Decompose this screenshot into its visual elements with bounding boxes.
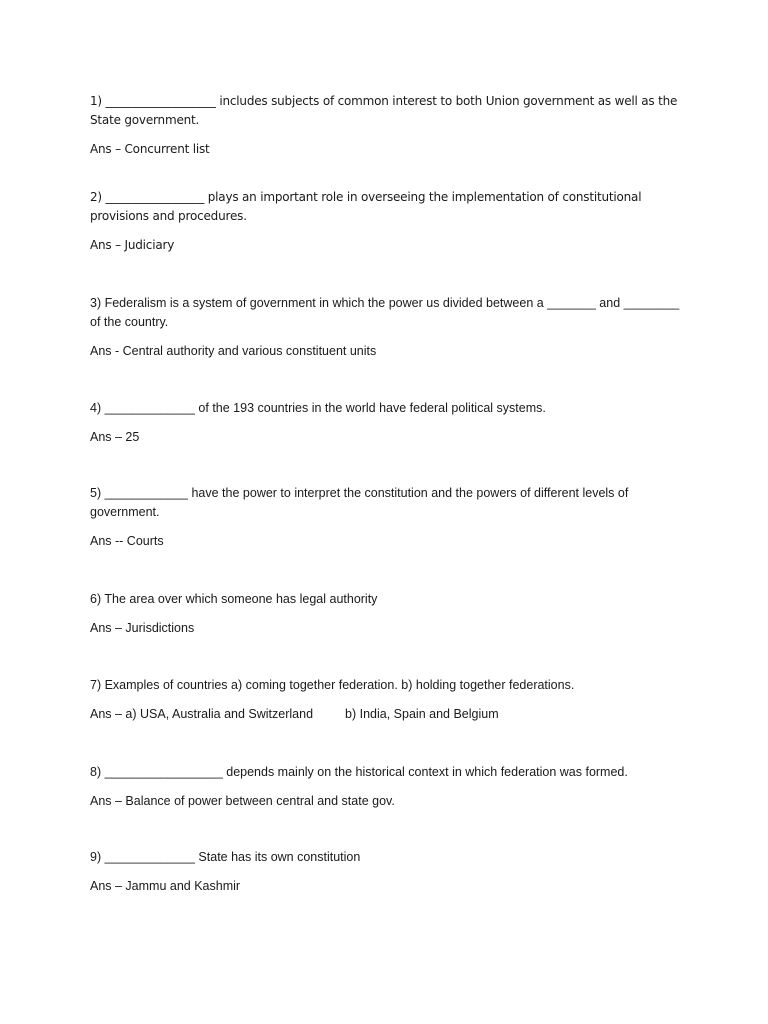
answer-text: Ans – a) USA, Australia and Switzerland bbox=[90, 707, 314, 721]
question-item-4 bbox=[90, 399, 690, 447]
question-text: 3) Federalism is a system of government in which the power us divided between a _______ and ________ of the country. bbox=[90, 296, 680, 329]
question-text: 5) ____________ have the power to interpret the constitution and the powers of different levels of government. bbox=[90, 486, 629, 519]
answer-text: Ans – Jammu and Kashmir bbox=[90, 879, 241, 893]
question-item-3 bbox=[90, 294, 690, 361]
question-text: 4) _____________ of the 193 countries in the world have federal political systems. bbox=[90, 401, 546, 415]
question-text: 2) _________________ plays an important role in overseeing the implementation of constitutional provisions and procedures. bbox=[90, 190, 642, 223]
question-text: 6) The area over which someone has legal authority bbox=[90, 592, 378, 606]
question-item-8 bbox=[90, 763, 690, 811]
question-item-7 bbox=[90, 676, 690, 724]
answer-text: Ans – Balance of power between central and state gov. bbox=[90, 794, 395, 808]
answer-text-b: b) India, Spain and Belgium bbox=[345, 707, 499, 721]
question-item-1 bbox=[90, 92, 690, 159]
answer-row bbox=[90, 705, 690, 724]
answer-text: Ans -- Courts bbox=[90, 534, 164, 548]
question-item-2 bbox=[90, 188, 690, 255]
answer-text: Ans - Central authority and various constituent units bbox=[90, 344, 377, 358]
question-text: 8) _________________ depends mainly on the historical context in which federation was formed. bbox=[90, 765, 628, 779]
question-item-6 bbox=[90, 590, 690, 638]
question-text: 7) Examples of countries a) coming together federation. b) holding together federations. bbox=[90, 678, 575, 692]
answer-text: Ans – 25 bbox=[90, 430, 140, 444]
answer-text: Ans – Concurrent list bbox=[90, 142, 210, 156]
question-item-9 bbox=[90, 848, 690, 896]
question-item-5 bbox=[90, 484, 690, 551]
answer-text: Ans – Jurisdictions bbox=[90, 621, 195, 635]
answer-text: Ans – Judiciary bbox=[90, 238, 175, 252]
question-text: 9) _____________ State has its own constitution bbox=[90, 850, 361, 864]
question-text: 1) ___________________ includes subjects of common interest to both Union government as well as the State government. bbox=[90, 94, 678, 127]
